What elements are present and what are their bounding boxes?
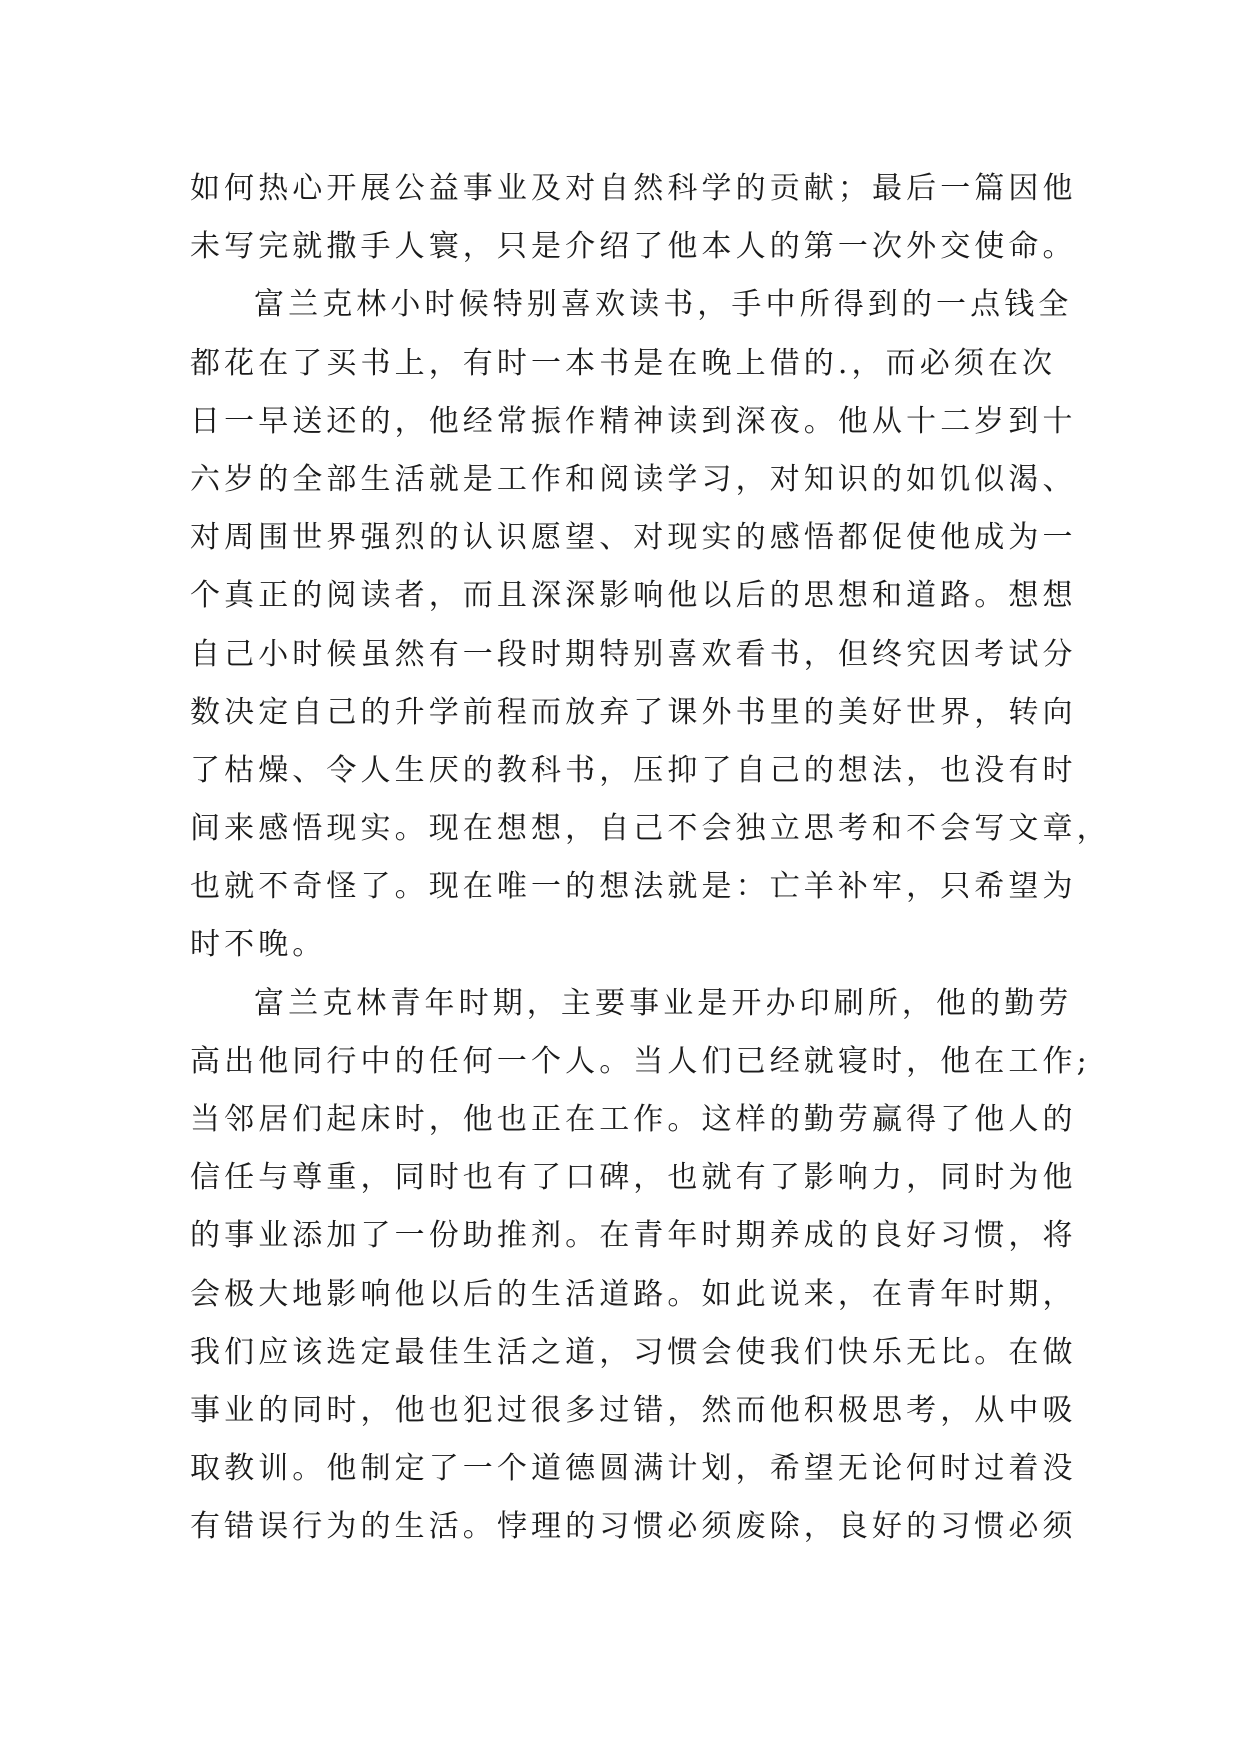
text-line: 的事业添加了一份助推剂。在青年时期养成的良好习惯，将 <box>190 1218 1077 1254</box>
text-line: 高出他同行中的任何一个人。当人们已经就寝时，他在工作; <box>190 1043 1091 1079</box>
text-line: 间来感悟现实。现在想想，自己不会独立思考和不会写文章， <box>190 811 1111 847</box>
text-line: 个真正的阅读者，而且深深影响他以后的思想和道路。想想 <box>190 578 1077 614</box>
body-text <box>190 160 1111 1557</box>
text-line: 富兰克林青年时期，主要事业是开办印刷所，他的勤劳 <box>254 985 1073 1021</box>
text-line: 时不晚。 <box>190 927 327 963</box>
text-line: 都花在了买书上，有时一本书是在晚上借的.，而必须在次 <box>190 345 1057 381</box>
text-line: 富兰克林小时候特别喜欢读书，手中所得到的一点钱全 <box>254 287 1073 323</box>
text-line: 会极大地影响他以后的生活道路。如此说来，在青年时期， <box>190 1276 1077 1312</box>
text-line: 有错误行为的生活。悖理的习惯必须废除，良好的习惯必须 <box>190 1509 1077 1545</box>
text-line: 六岁的全部生活就是工作和阅读学习，对知识的如饥似渴、 <box>190 461 1077 497</box>
text-line: 取教训。他制定了一个道德圆满计划，希望无论何时过着没 <box>190 1451 1077 1487</box>
text-line: 数决定自己的升学前程而放弃了课外书里的美好世界，转向 <box>190 694 1077 730</box>
text-line: 未写完就撒手人寰，只是介绍了他本人的第一次外交使命。 <box>190 229 1077 265</box>
text-line: 也就不奇怪了。现在唯一的想法就是：亡羊补牢，只希望为 <box>190 869 1077 905</box>
text-line: 事业的同时，他也犯过很多过错，然而他积极思考，从中吸 <box>190 1392 1077 1428</box>
text-line: 如何热心开展公益事业及对自然科学的贡献；最后一篇因他 <box>190 171 1077 206</box>
text-line: 信任与尊重，同时也有了口碑，也就有了影响力，同时为他 <box>190 1160 1077 1196</box>
text-line: 了枯燥、令人生厌的教科书，压抑了自己的想法，也没有时 <box>190 752 1077 788</box>
text-line: 当邻居们起床时，他也正在工作。这样的勤劳赢得了他人的 <box>190 1102 1077 1137</box>
text-line: 日一早送还的，他经常振作精神读到深夜。他从十二岁到十 <box>190 403 1077 439</box>
text-line: 我们应该选定最佳生活之道，习惯会使我们快乐无比。在做 <box>190 1334 1077 1370</box>
text-line: 自己小时候虽然有一段时期特别喜欢看书，但终究因考试分 <box>190 636 1077 672</box>
text-line: 对周围世界强烈的认识愿望、对现实的感悟都促使他成为一 <box>190 520 1077 556</box>
